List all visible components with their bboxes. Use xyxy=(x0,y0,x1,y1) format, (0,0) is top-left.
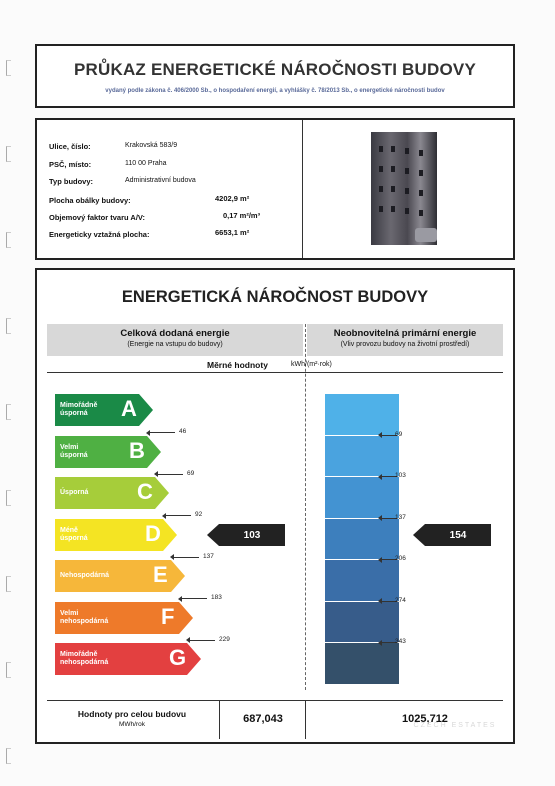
primary-energy-rating-value: 154 xyxy=(449,529,467,541)
primary-threshold-value: 103 xyxy=(395,472,406,479)
specific-values-unit: kWh/(m²·rok) xyxy=(291,361,332,368)
energy-class-label-line1: Úsporná xyxy=(60,489,89,496)
primary-energy-bar-segment xyxy=(325,602,399,643)
zip-value: 110 00 Praha xyxy=(125,160,167,167)
energy-class-label xyxy=(60,643,108,675)
primary-energy-bar-segment xyxy=(325,560,399,601)
energy-class-label xyxy=(60,560,109,592)
shape-factor-label: Objemový faktor tvaru A/V: xyxy=(49,213,145,222)
primary-threshold-value: 206 xyxy=(395,555,406,562)
energy-class-label-line2: nehospodárná xyxy=(60,617,109,625)
section-title: ENERGETICKÁ NÁROČNOST BUDOVY xyxy=(121,288,429,306)
threshold-pointer xyxy=(149,432,175,433)
energy-class-arrow-tip xyxy=(179,602,193,634)
shape-factor-value: 0,17 m²/m³ xyxy=(223,211,261,220)
class-threshold-value: 137 xyxy=(203,552,214,560)
delivered-energy-subtitle: (Energie na vstupu do budovy) xyxy=(127,341,223,348)
energy-class-letter: A xyxy=(121,396,137,421)
energy-class-letter: F xyxy=(161,603,175,629)
building-info-box xyxy=(35,118,515,260)
delivered-energy-header xyxy=(47,324,303,356)
zip-label: PSČ, místo: xyxy=(49,160,92,169)
energy-class-label-line1: Nehospodárná xyxy=(60,572,110,579)
primary-rating-arrow xyxy=(413,524,425,546)
primary-threshold-value: 137 xyxy=(395,513,406,521)
type-label: Typ budovy: xyxy=(49,177,94,186)
class-threshold-value: 46 xyxy=(179,428,187,435)
total-primary-energy: 1025,712 xyxy=(402,713,448,725)
type-value: Administrativní budova xyxy=(125,177,196,184)
envelope-value: 4202,9 m² xyxy=(215,194,250,203)
class-threshold-value: 183 xyxy=(211,594,222,601)
street-value: Krakovská 583/9 xyxy=(125,142,178,149)
class-threshold-value: 69 xyxy=(187,469,195,477)
energy-class-label-line1: Mimořádně xyxy=(60,402,98,409)
threshold-pointer xyxy=(157,474,183,475)
energy-class-arrow-tip xyxy=(163,519,177,551)
primary-energy-bar-segment xyxy=(325,394,399,435)
delivered-energy-rating-value: 103 xyxy=(243,529,261,541)
energy-class-label-line1: Velmi xyxy=(60,443,79,451)
total-delivered-energy: 687,043 xyxy=(243,713,283,725)
energy-class-letter: C xyxy=(137,479,153,504)
watermark-logo: CZECH ESTATES xyxy=(413,722,497,729)
totals-unit: MWh/rok xyxy=(119,721,145,728)
totals-separator xyxy=(219,701,220,739)
energy-class-arrow-tip xyxy=(171,560,185,592)
threshold-pointer xyxy=(173,557,199,558)
threshold-pointer xyxy=(165,515,191,516)
primary-energy-subtitle: (Vliv provozu budovy na životní prostředí) xyxy=(340,341,470,348)
primary-energy-bar-segment xyxy=(325,519,399,560)
energy-class-label-line1: Velmi xyxy=(60,609,79,617)
header-box xyxy=(35,44,515,108)
energy-class-label-line1: Mimořádně xyxy=(60,651,98,658)
delivered-energy-title: Celková dodaná energie xyxy=(120,328,230,339)
primary-energy-bar-segment xyxy=(325,436,399,477)
energy-class-label-line1: Méně úsporná xyxy=(60,526,88,542)
totals-label: Hodnoty pro celou budovu xyxy=(77,709,187,719)
document-subtitle: vydaný podle zákona č. 406/2000 Sb., o hospodaření energií, a vyhlášky č. 78/2013 Sb., o energetické náročnosti budov xyxy=(105,88,445,94)
energy-class-label xyxy=(60,602,108,634)
energy-performance-box xyxy=(35,268,515,744)
primary-energy-header xyxy=(307,324,503,356)
energy-class-arrow-tip xyxy=(187,643,201,675)
energy-class-label xyxy=(60,477,88,509)
energy-class-letter: B xyxy=(129,437,145,463)
envelope-label: Plocha obálky budovy: xyxy=(49,196,131,205)
energy-class-label xyxy=(60,394,97,426)
primary-threshold-value: 69 xyxy=(395,430,403,438)
energy-class-letter: E xyxy=(153,562,168,587)
threshold-pointer xyxy=(189,640,215,641)
primary-energy-bar-segment xyxy=(325,477,399,518)
delivered-rating-arrow xyxy=(207,524,219,546)
energy-class-arrow-tip xyxy=(147,436,161,468)
building-totals-row xyxy=(47,700,503,739)
column-divider xyxy=(305,324,306,690)
energy-class-label-line2: nehospodárná xyxy=(60,659,109,666)
primary-energy-title: Neobnovitelná primární energie xyxy=(333,328,477,339)
building-photo xyxy=(371,132,437,245)
totals-separator xyxy=(305,701,306,739)
energy-class-letter: G xyxy=(169,645,187,670)
delivered-energy-rating xyxy=(219,524,285,546)
energy-class-arrow-tip xyxy=(139,394,153,426)
threshold-pointer xyxy=(181,598,207,599)
energy-class-letter: D xyxy=(145,520,161,546)
header-rule xyxy=(47,372,503,373)
class-threshold-value: 229 xyxy=(219,635,230,643)
class-threshold-value: 92 xyxy=(195,511,203,518)
document-title: PRŮKAZ ENERGETICKÉ NÁROČNOSTI BUDOVY xyxy=(73,60,476,79)
specific-values-label: Měrné hodnoty xyxy=(207,360,268,370)
reference-area-label: Energeticky vztažná plocha: xyxy=(49,230,150,239)
building-info-table xyxy=(37,120,303,258)
primary-threshold-value: 274 xyxy=(395,596,406,604)
primary-threshold-value: 343 xyxy=(395,638,406,645)
energy-class-label xyxy=(60,519,88,551)
primary-energy-bar-segment xyxy=(325,643,399,684)
primary-energy-rating xyxy=(425,524,491,546)
energy-class-arrow-tip xyxy=(155,477,169,509)
energy-class-label-line2: úsporná xyxy=(60,410,88,417)
street-label: Ulice, číslo: xyxy=(49,142,91,151)
energy-class-label xyxy=(60,436,88,468)
reference-area-value: 6653,1 m² xyxy=(215,228,250,237)
energy-class-label-line2: úsporná xyxy=(60,451,88,459)
